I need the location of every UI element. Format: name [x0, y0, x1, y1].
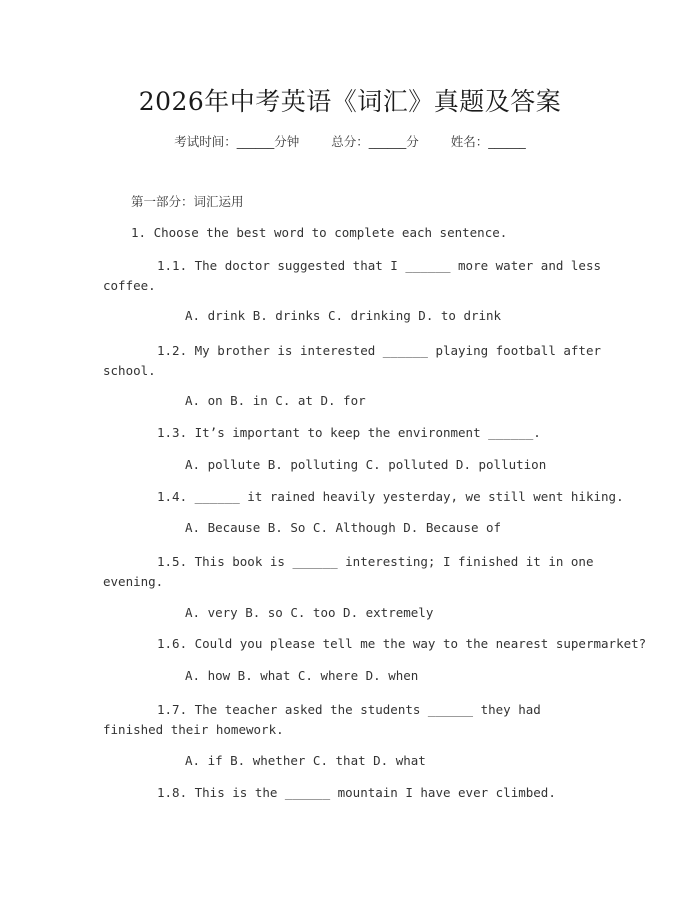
section-title: 第一部分：词汇运用: [131, 194, 244, 209]
question-options: A. on B. in C. at D. for: [185, 393, 366, 408]
question-stem: 1.3. It’s important to keep the environment ______.: [157, 425, 541, 440]
question-stem: 1.1. The doctor suggested that I ______ more water and less coffee.: [103, 258, 602, 293]
question-stem: 1.4. ______ it rained heavily yesterday, we still went hiking.: [157, 489, 624, 504]
question-stem: 1.2. My brother is interested ______ playing football after school.: [103, 343, 602, 378]
question-options: A. how B. what C. where D. when: [185, 668, 419, 683]
question-options: A. very B. so C. too D. extremely: [185, 605, 434, 620]
question-stem: 1.6. Could you please tell me the way to the nearest supermarket?: [157, 636, 647, 651]
question-options: A. drink B. drinks C. drinking D. to drink: [185, 308, 502, 323]
instruction-text: 1. Choose the best word to complete each sentence.: [131, 225, 508, 240]
exam-meta: [0, 132, 700, 150]
question-stem: 1.7. The teacher asked the students ______ they had finished their homework.: [103, 702, 541, 737]
question-options: A. if B. whether C. that D. what: [185, 753, 426, 768]
question-stem: 1.5. This book is ______ interesting; I finished it in one evening.: [103, 554, 594, 589]
exam-time-field: 考试时间：______分钟: [174, 134, 300, 149]
question-stem: 1.8. This is the ______ mountain I have ever climbed.: [157, 785, 556, 800]
page-title: 2026年中考英语《词汇》真题及答案: [138, 87, 562, 116]
question-options: A. Because B. So C. Although D. Because of: [185, 520, 502, 535]
name-field: 姓名：______: [450, 134, 526, 149]
total-score-field: 总分：______分: [331, 134, 419, 149]
question-options: A. pollute B. polluting C. polluted D. pollution: [185, 457, 547, 472]
